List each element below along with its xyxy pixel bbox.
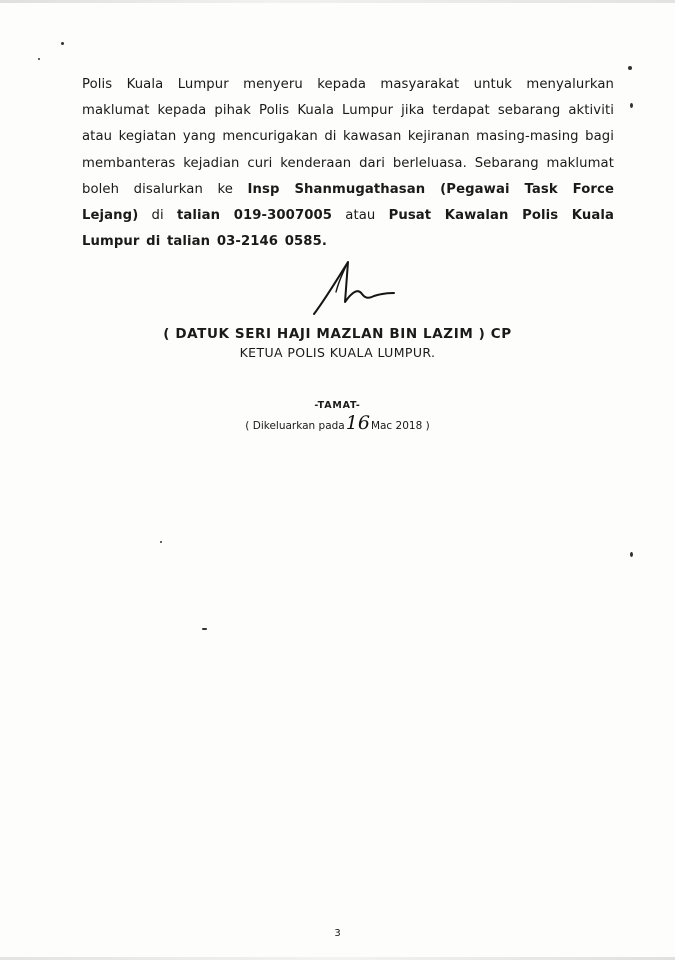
body-paragraph <box>82 72 614 255</box>
officer-name: Insp Shanmugathasan (Pegawai Task Force Lejang) <box>82 181 614 224</box>
scan-speck <box>160 541 162 543</box>
officer-phone: talian 019-3007005 <box>176 208 333 224</box>
scan-speck <box>202 628 207 630</box>
scan-speck <box>38 58 40 60</box>
issued-day-handwritten: 16 <box>345 412 370 434</box>
scan-speck <box>630 103 633 108</box>
signatory-name: ( DATUK SERI HAJI MAZLAN BIN LAZIM ) CP <box>163 326 512 342</box>
end-marker: -TAMAT- <box>314 400 361 411</box>
body-connector-di: di <box>138 208 177 224</box>
page-number: 3 <box>334 928 341 939</box>
signature-icon <box>308 258 398 318</box>
issued-prefix: ( Dikeluarkan pada <box>245 420 345 432</box>
page-top-edge <box>0 0 675 3</box>
issued-date-line <box>0 412 675 434</box>
scan-speck <box>628 66 632 70</box>
scan-speck <box>61 42 64 45</box>
signatory-title: KETUA POLIS KUALA LUMPUR. <box>239 345 436 360</box>
issued-suffix: Mac 2018 ) <box>370 420 430 432</box>
scan-speck <box>630 552 633 557</box>
body-text-intro: Polis Kuala Lumpur menyeru kepada masyarakat untuk menyalurkan maklumat kepada pihak Polis Kuala Lumpur jika terdapat sebarang aktiviti atau kegiatan yang mencurigakan di kawasan kejiranan masing-masing bagi membanteras kejadian curi kenderaan dari berleluasa. Sebarang maklumat boleh disalurkan ke <box>82 77 614 197</box>
hq-contact: Pusat Kawalan Polis Kuala Lumpur di talian 03-2146 0585. <box>82 208 614 250</box>
body-connector-atau: atau <box>332 208 389 224</box>
